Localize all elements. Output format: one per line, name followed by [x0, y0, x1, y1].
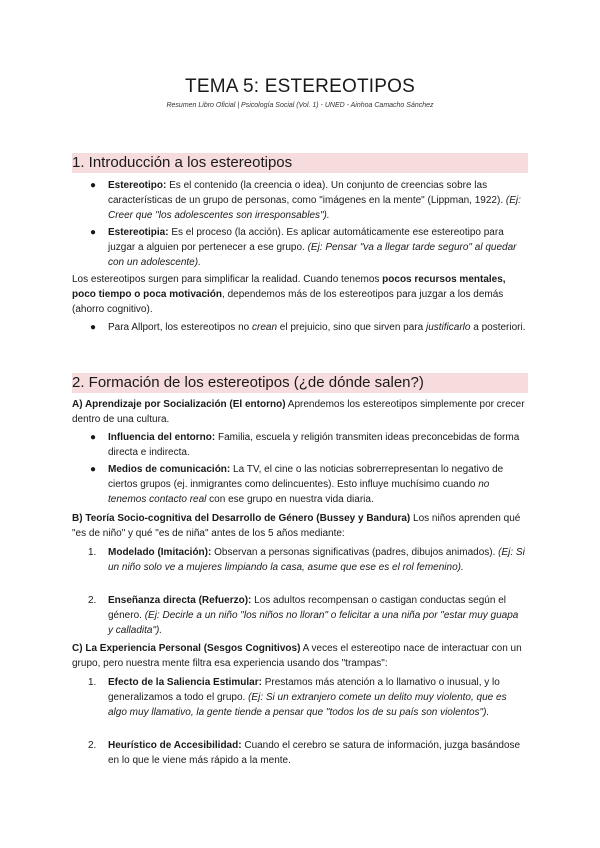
bullet: ● — [90, 432, 97, 443]
item-bold: Influencia del entorno: — [108, 432, 216, 443]
example-text: (Ej: Si un extranjero comete un delito muy violento, que es algo muy llamativo, la gente tiende a pensar que "todos los de su país son violentos"). — [108, 692, 507, 718]
item-bold: Efecto de la Saliencia Estimular: — [108, 677, 262, 688]
bullet: ● — [90, 180, 97, 191]
numbered-item-modelado — [88, 545, 526, 575]
bullet: ● — [90, 322, 97, 333]
item-text: con ese grupo en nuestra vida diaria. — [206, 494, 374, 505]
item-bold: Medios de comunicación: — [108, 464, 231, 475]
numbered-item-saliencia — [88, 675, 526, 720]
bullet: ● — [90, 464, 97, 475]
paragraph-text: Los niños aprenden qué "es de niño" y qué "es de niña" antes de los 5 años mediante: — [72, 513, 521, 539]
item-text: Familia, escuela y religión transmiten ideas preconcebidas de forma directa e indirecta. — [108, 432, 520, 458]
list-item-medios — [90, 462, 526, 507]
item-italic: no tenemos contacto real — [108, 479, 490, 505]
item-text: Para Allport, los estereotipos no — [108, 322, 252, 333]
paragraph-text: Los estereotipos surgen para simplificar la realidad. Cuando tenemos — [72, 274, 383, 285]
page-subtitle: Resumen Libro Oficial | Psicología Social (Vol. 1) - UNED - Ainhoa Camacho Sánchez — [166, 102, 434, 109]
paragraph-simplificar — [72, 272, 528, 317]
item-bold: Heurístico de Accesibilidad: — [108, 740, 242, 751]
example-text: (Ej: Creer que "los adolescentes son irresponsables"). — [108, 195, 521, 221]
section-2-heading: 2. Formación de los estereotipos (¿de dónde salen?) — [72, 373, 528, 393]
item-bold: Modelado (Imitación): — [108, 547, 212, 558]
item-text: Cuando el cerebro se satura de información, juzga basándose en lo que le viene más rápido a la mente. — [108, 740, 521, 766]
list-item-allport — [90, 320, 526, 335]
example-text: (Ej: Si un niño solo ve a mujeres limpiando la casa, asume que ese es el rol femenino). — [108, 547, 525, 573]
item-text: Los adultos recompensan o castigan conductas según el género. — [108, 595, 506, 621]
list-item-estereotipia — [90, 225, 526, 270]
item-bold: Enseñanza directa (Refuerzo): — [108, 595, 252, 606]
list-item-estereotipo — [90, 178, 526, 223]
list-item-entorno — [90, 430, 526, 460]
item-text: Observan a personas significativas (padres, dibujos animados). — [211, 547, 499, 558]
example-text: (Ej: Pensar "va a llegar tarde seguro" al quedar con un adolescente). — [108, 242, 517, 268]
item-text: Prestamos más atención a lo llamativo o inusual, y lo generalizamos a todo el grupo. — [108, 677, 500, 703]
example-text: (Ej: Decirle a un niño "los niños no lloran" o felicitar a una niña por "estar muy guapa y calladita"). — [108, 610, 519, 636]
item-number: 1. — [88, 547, 97, 558]
definition-text: Es el contenido (la creencia o idea). Un conjunto de creencias sobre las características de un grupo de personas, como "imágenes en la mente" (Lippman, 1922). — [108, 180, 506, 206]
subheading-c: C) La Experiencia Personal (Sesgos Cognitivos) — [72, 643, 301, 654]
term-estereotipo: Estereotipo: — [108, 180, 167, 191]
item-italic: justificarlo — [425, 322, 471, 333]
item-text: el prejuicio, sino que sirven para — [277, 322, 426, 333]
bullet: ● — [90, 227, 97, 238]
item-number: 1. — [88, 677, 97, 688]
paragraph-bold: pocos recursos mentales, poco tiempo o poca motivación — [72, 274, 506, 300]
numbered-item-accesibilidad — [88, 738, 526, 768]
item-number: 2. — [88, 595, 97, 606]
term-estereotipia: Estereotipia: — [108, 227, 169, 238]
section-1-heading: 1. Introducción a los estereotipos — [72, 153, 528, 173]
page-title: TEMA 5: ESTEREOTIPOS — [185, 76, 415, 97]
item-number: 2. — [88, 740, 97, 751]
paragraph-a — [72, 397, 528, 427]
item-italic: crean — [251, 322, 277, 333]
paragraph-b — [72, 511, 528, 541]
paragraph-text: A veces el estereotipo nace de interactuar con un grupo, pero nuestra mente filtra esa experiencia usando dos "trampas": — [72, 643, 522, 669]
paragraph-text: , dependemos más de los estereotipos para juzgar a los demás (ahorro cognitivo). — [72, 289, 504, 315]
item-text: a posteriori. — [470, 322, 526, 333]
subheading-a: A) Aprendizaje por Socialización (El entorno) — [72, 399, 286, 410]
paragraph-c — [72, 641, 528, 671]
item-text: La TV, el cine o las noticias sobrerrepresentan lo negativo de ciertos grupos (ej. inmigrantes como delincuentes). Esto influye muchísimo cuando — [108, 464, 504, 490]
definition-text: Es el proceso (la acción). Es aplicar automáticamente ese estereotipo para juzgar a alguien por pertenecer a ese grupo. — [108, 227, 504, 253]
subheading-b: B) Teoría Socio-cognitiva del Desarrollo de Género (Bussey y Bandura) — [72, 513, 411, 524]
paragraph-text: Aprendemos los estereotipos simplemente por crecer dentro de una cultura. — [72, 399, 525, 425]
numbered-item-ensenanza — [88, 593, 526, 638]
